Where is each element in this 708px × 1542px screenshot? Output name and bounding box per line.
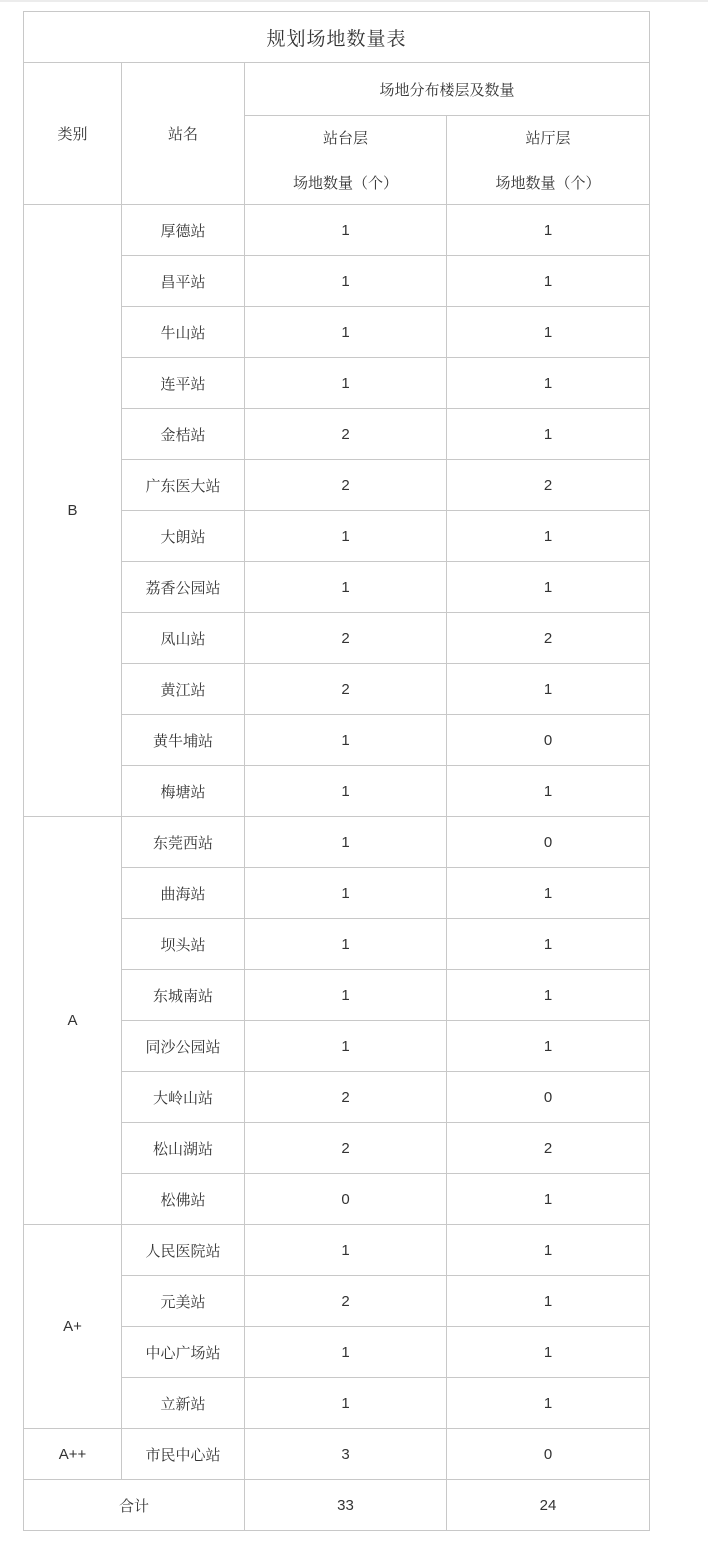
concourse-count-cell: 2 (447, 613, 650, 664)
station-cell: 松佛站 (122, 1174, 245, 1225)
category-cell-a: A (24, 817, 122, 1225)
platform-count-cell: 1 (245, 919, 447, 970)
concourse-count-cell: 1 (447, 970, 650, 1021)
concourse-count-cell: 1 (447, 1378, 650, 1429)
platform-count-cell: 1 (245, 1225, 447, 1276)
station-cell: 昌平站 (122, 256, 245, 307)
header-station: 站名 (122, 63, 245, 205)
platform-count-cell: 0 (245, 1174, 447, 1225)
concourse-count-cell: 1 (447, 562, 650, 613)
platform-count-cell: 1 (245, 970, 447, 1021)
station-cell: 东城南站 (122, 970, 245, 1021)
platform-count-cell: 1 (245, 562, 447, 613)
total-label: 合计 (24, 1480, 245, 1531)
page-top-divider (0, 0, 708, 2)
platform-count-cell: 2 (245, 664, 447, 715)
station-cell: 松山湖站 (122, 1123, 245, 1174)
concourse-count-cell: 0 (447, 1072, 650, 1123)
station-cell: 黄江站 (122, 664, 245, 715)
header-concourse-level-unit: 场地数量（个） (495, 175, 601, 192)
concourse-count-cell: 1 (447, 1276, 650, 1327)
platform-count-cell: 1 (245, 1021, 447, 1072)
table-title-row (24, 12, 650, 63)
table-title: 规划场地数量表 (24, 12, 650, 63)
header-platform-level-unit: 场地数量（个） (292, 175, 398, 192)
concourse-count-cell: 1 (447, 766, 650, 817)
planning-site-table (23, 11, 650, 1531)
station-cell: 立新站 (122, 1378, 245, 1429)
concourse-count-cell: 1 (447, 511, 650, 562)
header-row-group (24, 63, 650, 116)
station-cell: 元美站 (122, 1276, 245, 1327)
table-row (24, 1429, 650, 1480)
platform-count-cell: 1 (245, 511, 447, 562)
header-category: 类别 (24, 63, 122, 205)
station-cell: 凤山站 (122, 613, 245, 664)
platform-count-cell: 1 (245, 817, 447, 868)
concourse-count-cell: 2 (447, 460, 650, 511)
station-cell: 厚德站 (122, 205, 245, 256)
platform-count-cell: 1 (245, 1378, 447, 1429)
platform-count-cell: 2 (245, 1276, 447, 1327)
station-cell: 大岭山站 (122, 1072, 245, 1123)
total-platform-count: 33 (245, 1480, 447, 1531)
header-platform-level-name: 站台层 (322, 130, 368, 147)
station-cell: 坝头站 (122, 919, 245, 970)
platform-count-cell: 1 (245, 256, 447, 307)
station-cell: 大朗站 (122, 511, 245, 562)
platform-count-cell: 1 (245, 307, 447, 358)
concourse-count-cell: 1 (447, 358, 650, 409)
concourse-count-cell: 1 (447, 256, 650, 307)
platform-count-cell: 1 (245, 715, 447, 766)
total-row (24, 1480, 650, 1531)
concourse-count-cell: 1 (447, 919, 650, 970)
platform-count-cell: 3 (245, 1429, 447, 1480)
concourse-count-cell: 1 (447, 1174, 650, 1225)
platform-count-cell: 1 (245, 868, 447, 919)
platform-count-cell: 2 (245, 460, 447, 511)
category-cell-a-plus: A+ (24, 1225, 122, 1429)
concourse-count-cell: 1 (447, 409, 650, 460)
header-floor-distribution: 场地分布楼层及数量 (245, 63, 650, 116)
station-cell: 荔香公园站 (122, 562, 245, 613)
header-concourse-level-name: 站厅层 (525, 130, 571, 147)
station-cell: 连平站 (122, 358, 245, 409)
table-row (24, 817, 650, 868)
concourse-count-cell: 1 (447, 868, 650, 919)
concourse-count-cell: 1 (447, 1225, 650, 1276)
station-cell: 金桔站 (122, 409, 245, 460)
category-cell-a-plus-plus: A++ (24, 1429, 122, 1480)
total-concourse-count: 24 (447, 1480, 650, 1531)
platform-count-cell: 1 (245, 1327, 447, 1378)
concourse-count-cell: 1 (447, 664, 650, 715)
concourse-count-cell: 1 (447, 205, 650, 256)
platform-count-cell: 2 (245, 1123, 447, 1174)
station-cell: 中心广场站 (122, 1327, 245, 1378)
station-cell: 东莞西站 (122, 817, 245, 868)
station-cell: 人民医院站 (122, 1225, 245, 1276)
concourse-count-cell: 1 (447, 1327, 650, 1378)
station-cell: 广东医大站 (122, 460, 245, 511)
platform-count-cell: 1 (245, 205, 447, 256)
table-row (24, 1225, 650, 1276)
station-cell: 黄牛埔站 (122, 715, 245, 766)
concourse-count-cell: 0 (447, 715, 650, 766)
concourse-count-cell: 1 (447, 307, 650, 358)
concourse-count-cell: 0 (447, 817, 650, 868)
station-cell: 牛山站 (122, 307, 245, 358)
table-row (24, 205, 650, 256)
station-cell: 市民中心站 (122, 1429, 245, 1480)
concourse-count-cell: 2 (447, 1123, 650, 1174)
station-cell: 曲海站 (122, 868, 245, 919)
platform-count-cell: 2 (245, 1072, 447, 1123)
concourse-count-cell: 1 (447, 1021, 650, 1072)
category-cell-b: B (24, 205, 122, 817)
concourse-count-cell: 0 (447, 1429, 650, 1480)
platform-count-cell: 2 (245, 613, 447, 664)
platform-count-cell: 1 (245, 358, 447, 409)
header-platform-level (245, 116, 447, 205)
platform-count-cell: 2 (245, 409, 447, 460)
header-concourse-level (447, 116, 650, 205)
station-cell: 同沙公园站 (122, 1021, 245, 1072)
platform-count-cell: 1 (245, 766, 447, 817)
station-cell: 梅塘站 (122, 766, 245, 817)
